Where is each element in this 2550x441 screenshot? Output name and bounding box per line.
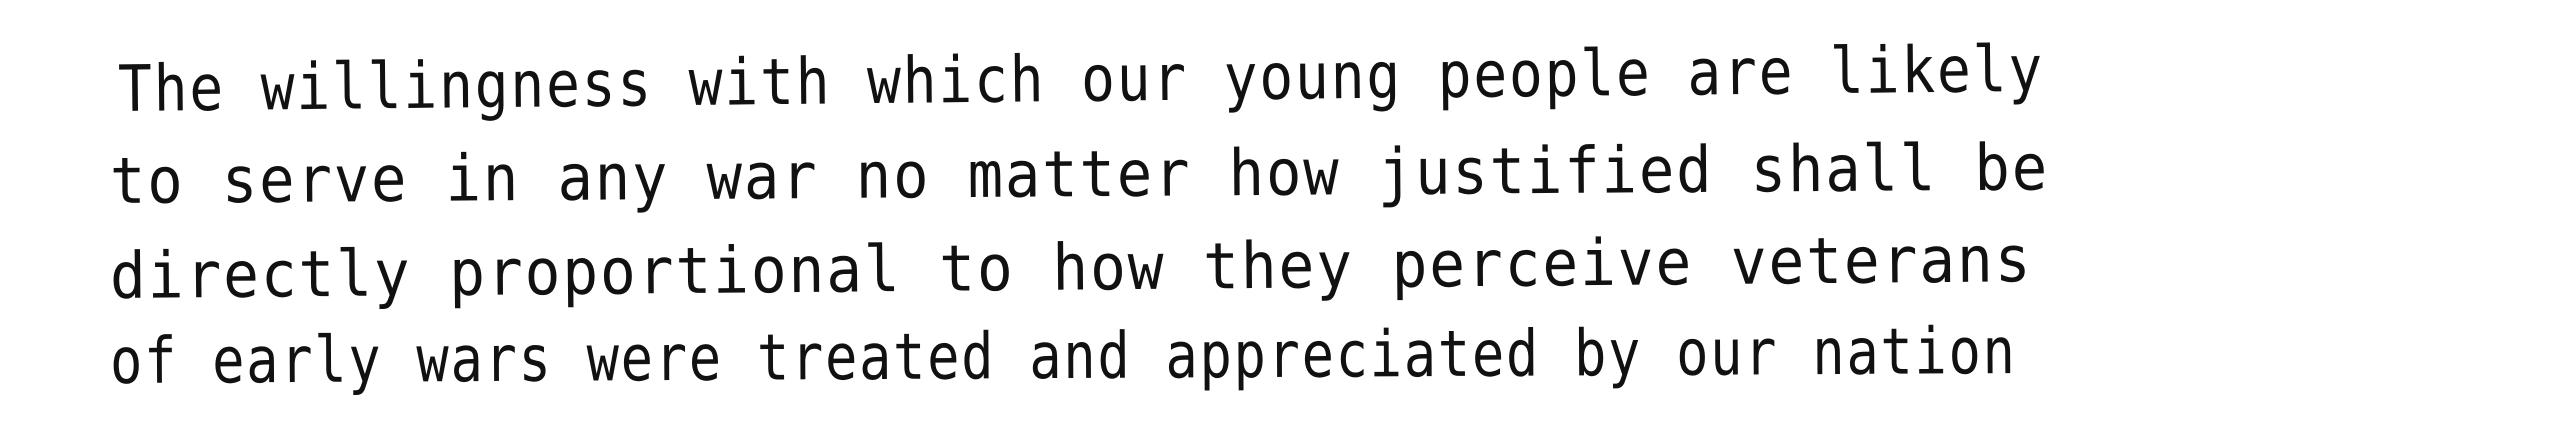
handwritten-line-3: directly proportional to how they perceive veterans [109,223,2033,314]
handwritten-line-2: to serve in any war no matter how justified shall be [109,131,2050,219]
handwritten-line-4: of early wars were treated and appreciated by our nation [109,315,2017,399]
handwritten-text-block [109,32,2530,420]
handwritten-line-1: The willingness with which our young people are likely [117,32,2045,127]
